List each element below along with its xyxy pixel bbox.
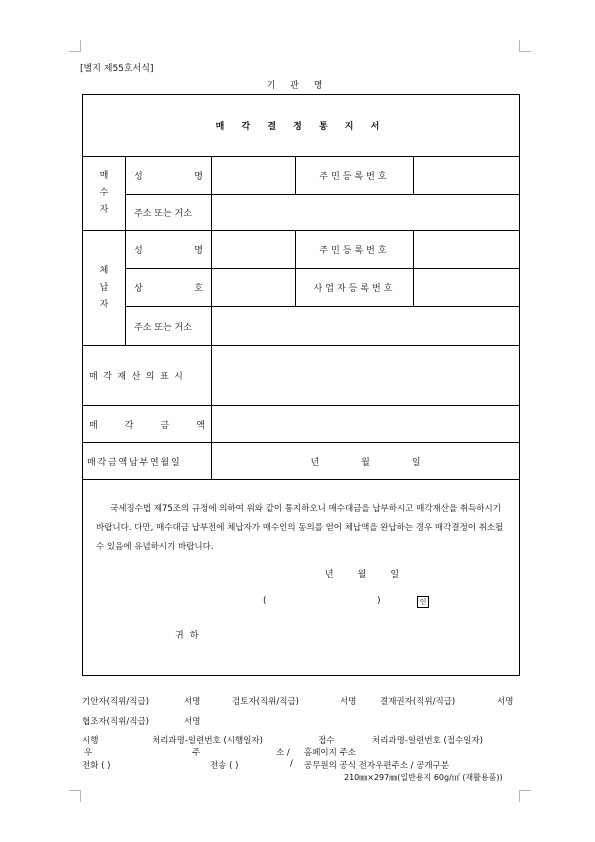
postal-label: 우 [84,748,93,758]
fax-label: 전송 ( ) [210,761,239,771]
buyer-name-label: 성 명 [126,157,212,195]
buyer-reg-label: 주민등록번호 [296,157,414,195]
buyer-address-field[interactable] [212,195,520,231]
taxpayer-reg-field[interactable] [414,231,520,269]
amount-label: 매 각 금 액 [83,406,212,443]
seal-icon: 인 [417,596,429,608]
approver-label: 결재권자(직위/직급) [380,697,456,707]
taxpayer-name-label: 성 명 [126,231,212,269]
receive-label: 접수 [318,736,335,746]
enforce-number: 처리과명-일련번호 (시행일자) [152,736,263,746]
taxpayer-group-label: 체 납 자 [83,231,126,346]
property-field[interactable] [212,346,520,406]
notice-body [83,480,520,676]
buyer-address-label: 주소 또는 거소 [126,195,212,231]
buyer-group-label: 매 수 자 [83,157,126,231]
due-date-label: 매각금액납부연월일 [83,443,212,480]
notice-text: 국세징수법 제75조의 규정에 의하여 위와 같이 통지하오니 매수대금을 납부하시고 매각재산을 취득하시기 바랍니다. 다만, 매수대금 납부전에 체납자가 매수인의 동의를 얻어 체납액을 완납하는 경우 매각결정이 취소될 수 있음에 유념하시기 바랍니다. [96,504,504,552]
agency-name: 기 관 명 [266,81,329,91]
address-end: 소 / [276,748,290,758]
form-number: [별지 제55호서식] [80,64,154,74]
enforce-label: 시행 [82,736,99,746]
drafter-label: 기안자(직위/직급) [82,697,149,707]
taxpayer-name-field[interactable] [212,231,296,269]
property-label: 매각재산의표시 [83,346,212,406]
footer-slash: / [290,759,293,769]
taxpayer-address-label: 주소 또는 거소 [126,307,212,346]
taxpayer-biz-reg-label: 사업자등록번호 [296,269,414,307]
taxpayer-trade-label: 상 호 [126,269,212,307]
email-label: 공무원의 공식 전자우편주소 / 공개구분 [304,761,450,771]
taxpayer-trade-field[interactable] [212,269,296,307]
paper-spec: 210㎜×297㎜(일반용지 60g/㎡ (재활용품)) [344,773,503,782]
receive-number: 처리과명-일련번호 (접수일자) [372,736,483,746]
issue-date: 년월일 [324,570,424,580]
reviewer-label: 검토자(직위/직급) [232,697,299,707]
recipient: 귀하 [175,631,205,641]
crop-mark [519,51,531,52]
crop-mark [80,790,81,802]
signer-line: ( ) 인 [83,592,519,614]
taxpayer-reg-label: 주민등록번호 [296,231,414,269]
buyer-name-field[interactable] [212,157,296,195]
drafter-sign: 서명 [184,697,201,707]
crop-mark [69,51,81,52]
cooperator-sign: 서명 [184,717,201,727]
taxpayer-address-field[interactable] [212,307,520,346]
address-label: 주 [192,748,201,758]
form-title: 매 각 결 정 통 지 서 [83,95,520,157]
reviewer-sign: 서명 [340,697,357,707]
taxpayer-biz-reg-field[interactable] [414,269,520,307]
amount-field[interactable] [212,406,520,443]
cooperator-label: 협조자(직위/직급) [82,717,149,727]
homepage-label: 홈페이지 주소 [304,748,356,758]
due-date-field[interactable]: 년 월 일 [212,443,520,480]
approver-sign: 서명 [497,697,514,707]
phone-label: 전화 ( ) [82,761,111,771]
crop-mark [69,790,81,791]
notice-form-table [82,94,520,676]
buyer-reg-field[interactable] [414,157,520,195]
crop-mark [519,790,531,791]
crop-mark [519,790,520,802]
